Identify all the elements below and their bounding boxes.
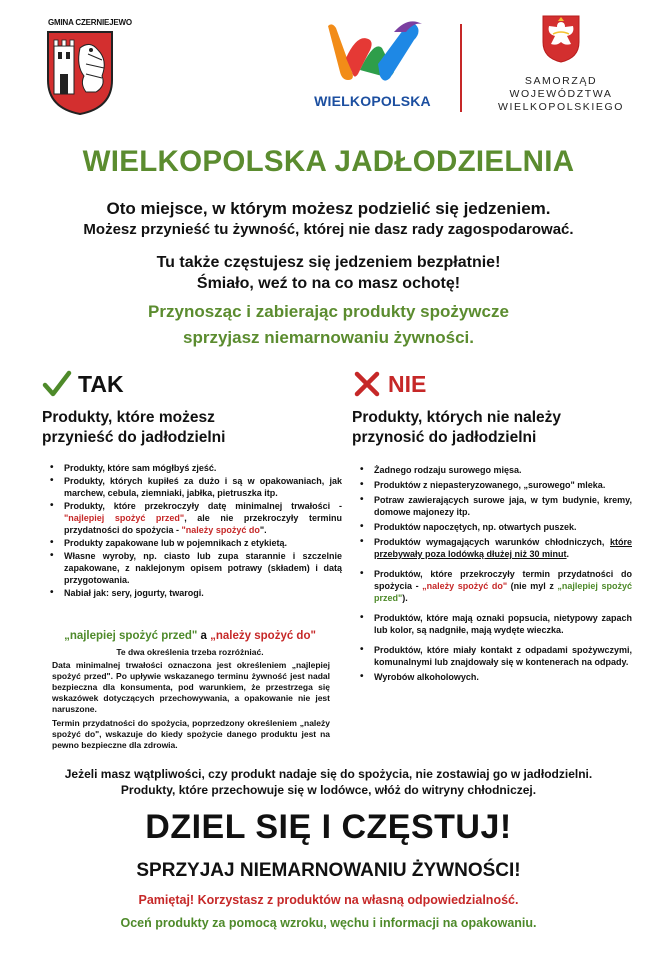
tak-heading xyxy=(42,368,342,400)
wielkopolska-wordmark: WIELKOPOLSKA xyxy=(314,93,431,109)
eagle-shield-icon xyxy=(541,14,581,64)
cross-icon xyxy=(352,369,382,399)
slogan-secondary: SPRZYJAJ NIEMARNOWANIU ŻYWNOŚCI! xyxy=(136,860,521,881)
list-item: • Produkty, których kupiłeś za dużo i są w opakowaniach, jak marchew, cebula, ziemniaki, jabłka, pietruszka itp. xyxy=(42,475,342,499)
samorzad-name: SAMORZĄD WOJEWÓDZTWA WIELKOPOLSKIEGO xyxy=(497,75,625,113)
tak-subtitle: Produkty, które możesz przynieść do jadłodzielni xyxy=(42,409,226,446)
header xyxy=(0,0,657,130)
claim-line-1: Przynosząc i zabierając produkty spożywcze xyxy=(148,302,509,321)
nie-word: NIE xyxy=(388,370,427,397)
intro-line-2: Możesz przynieść tu żywność, której nie dasz rady zagospodarować. xyxy=(83,221,574,238)
assessment-note: Oceń produkty za pomocą wzroku, węchu i informacji na opakowaniu. xyxy=(120,916,537,930)
wielkopolska-w-icon xyxy=(318,18,428,86)
wielkopolska-logo xyxy=(310,18,435,109)
list-item: • Własne wyroby, np. ciasto lub zupa starannie i szczelnie zapakowane, z naklejonym opisem potrawy (składem) i datą przygotowania. xyxy=(42,550,342,586)
check-icon xyxy=(42,369,72,399)
list-item: • Produktów, które mają oznaki popsucia, nietypowy zapach lub kolor, są nadgniłe, mają wydęte wieczka. xyxy=(352,612,632,636)
responsibility-note: Pamiętaj! Korzystasz z produktów na własną odpowiedzialność. xyxy=(138,893,519,907)
nie-subtitle: Produkty, których nie należy przynosić do jadłodzielni xyxy=(352,409,562,446)
dates-title: „najlepiej spożyć przed" a „należy spożyć do" xyxy=(64,630,316,642)
gmina-name: GMINA CZERNIEJEWO xyxy=(48,18,132,27)
gmina-logo xyxy=(46,18,136,121)
claim-text xyxy=(0,299,657,351)
slogan: DZIEL SIĘ I CZĘSTUJ! xyxy=(145,808,512,846)
header-divider xyxy=(460,24,462,112)
list-item: • Produktów napoczętych, np. otwartych puszek. xyxy=(352,521,632,533)
list-item: • Wyrobów alkoholowych. xyxy=(352,671,632,683)
dates-lead: Te dwa określenia trzeba rozróżniać. xyxy=(116,647,264,657)
dates-paragraph-2: Termin przydatności do spożycia, poprzedzony określeniem „należy spożyć do", wskazuje do kiedy spożycie danego produktu jest na pewno bezpieczne dla zdrowia. xyxy=(52,718,330,750)
claim-line-2: sprzyjasz niemarnowaniu żywności. xyxy=(183,328,474,347)
nie-heading xyxy=(352,368,632,400)
share-line-1: Tu także częstujesz się jedzeniem bezpłatnie! xyxy=(156,254,501,271)
dates-explanation xyxy=(40,630,340,751)
gmina-coat-of-arms-icon xyxy=(46,30,114,116)
list-item: • Produktów z niepasteryzowanego, „surowego" mleka. xyxy=(352,479,632,491)
list-item: • Produkty, które sam mógłbyś zjeść. xyxy=(42,462,342,474)
list-item: • Produktów wymagających warunków chłodniczych, które przebywały poza lodówką dłużej niż 30 minut. xyxy=(352,536,632,560)
nie-column xyxy=(352,368,632,686)
share-line-2: Śmiało, weź to na co masz ochotę! xyxy=(196,275,461,292)
tak-list xyxy=(42,462,342,599)
intro-text xyxy=(0,198,657,240)
intro-line-1: Oto miejsce, w którym możesz podzielić się jedzeniem. xyxy=(106,199,551,218)
list-item: • Produktów, które przekroczyły termin przydatności do spożycia - „należy spożyć do" (nie myl z „najlepiej spożyć przed"). xyxy=(352,568,632,604)
page-title: WIELKOPOLSKA JADŁODZIELNIA xyxy=(82,145,575,178)
samorzad-logo xyxy=(486,14,636,114)
advice-text: Jeżeli masz wątpliwości, czy produkt nadaje się do spożycia, nie zostawiaj go w jadłodzielni. Produkty, które przechowuje się w lodówce, włóż do witryny chłodniczej. xyxy=(64,767,593,797)
tak-column xyxy=(42,368,342,600)
share-text xyxy=(0,252,657,294)
list-item: • Żadnego rodzaju surowego mięsa. xyxy=(352,464,632,476)
tak-word: TAK xyxy=(78,370,124,397)
list-item: • Potraw zawierających surowe jaja, w tym budynie, kremy, domowe majonezy itp. xyxy=(352,494,632,518)
list-item: • Produktów, które miały kontakt z odpadami spożywczymi, komunalnymi lub znajdowały się w kontenerach na odpady. xyxy=(352,644,632,668)
nie-list xyxy=(352,464,632,683)
list-item: • Produkty, które przekroczyły datę minimalnej trwałości - "najlepiej spożyć przed", ale nie przekroczyły terminu przydatności do spożycia - "należy spożyć do". xyxy=(42,500,342,536)
list-item: • Produkty zapakowane lub w pojemnikach z etykietą. xyxy=(42,537,342,549)
dates-paragraph-1: Data minimalnej trwałości oznaczona jest określeniem „najlepiej spożyć przed". Po upływie wskazanego terminu żywność jest nadal bezpieczna dla konsumenta, pod warunkiem, że przestrzega się wskazówek dotyczących przechowywania, a opakowanie nie jest naruszone. xyxy=(52,660,330,714)
list-item: • Nabiał jak: sery, jogurty, twarogi. xyxy=(42,587,342,599)
